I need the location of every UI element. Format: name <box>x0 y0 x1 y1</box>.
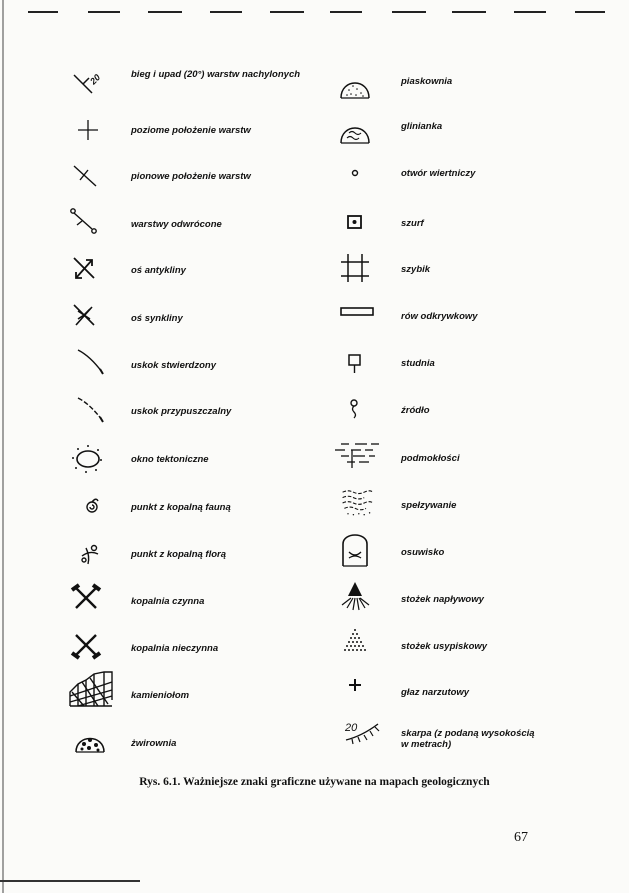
pit-shaft-icon <box>335 204 375 240</box>
binding-edge <box>2 0 4 893</box>
legend-label: warstwy odwrócone <box>131 219 222 230</box>
top-dash <box>452 11 486 13</box>
creep-icon <box>335 485 379 521</box>
trench-icon <box>335 297 379 333</box>
legend-label: spełzywanie <box>401 500 457 511</box>
top-dash <box>514 11 546 13</box>
legend-label: kopalnia nieczynna <box>131 643 219 654</box>
fossil-fauna-icon <box>72 489 112 525</box>
legend-label: poziome położenie warstw <box>131 125 251 136</box>
figure-caption: Rys. 6.1. Ważniejsze znaki graficzne używane na mapach geologicznych <box>139 776 490 788</box>
legend-label: punkt z kopalną florą <box>131 549 227 560</box>
legend-label: punkt z kopalną fauną <box>131 502 231 513</box>
legend-label: szurf <box>401 218 424 229</box>
active-mine-icon <box>66 580 106 616</box>
small-shaft-icon <box>335 250 375 286</box>
legend-label: oś synkliny <box>131 313 183 324</box>
well-icon <box>335 347 375 383</box>
legend-label: okno tektoniczne <box>131 454 209 465</box>
top-dash <box>210 11 242 13</box>
legend-label: kamieniołom <box>131 690 190 701</box>
dip-strike-icon <box>66 65 106 101</box>
dip-value: 20 <box>88 72 103 87</box>
legend-label: podmokłości <box>401 453 460 464</box>
page-number: 67 <box>514 830 528 845</box>
legend-label: żwirownia <box>131 738 177 749</box>
legend-label: stożek usypiskowy <box>401 641 488 652</box>
top-dash <box>88 11 120 13</box>
fossil-flora-icon <box>70 536 110 572</box>
top-dash <box>330 11 362 13</box>
clay-pit-icon <box>335 113 375 149</box>
inferred-fault-icon <box>70 390 110 426</box>
legend-label: uskok przypuszczalny <box>131 406 232 417</box>
legend-label: kopalnia czynna <box>131 596 205 607</box>
horizontal-strata-icon <box>68 112 108 148</box>
legend-label: otwór wiertniczy <box>401 168 476 179</box>
legend-label: głaz narzutowy <box>401 687 470 698</box>
legend-label: glinianka <box>401 121 443 132</box>
top-dash <box>392 11 426 13</box>
vertical-strata-icon <box>66 158 106 194</box>
escarpment-icon <box>340 714 384 750</box>
talus-cone-icon <box>335 624 375 660</box>
confirmed-fault-icon <box>70 342 110 378</box>
legend-label: osuwisko <box>401 547 445 558</box>
spring-icon <box>335 393 375 429</box>
top-dash <box>148 11 182 13</box>
inactive-mine-icon <box>66 627 106 663</box>
sand-pit-icon <box>335 68 375 104</box>
escarpment-height: 20 <box>345 722 358 734</box>
overturned-strata-icon <box>64 203 104 239</box>
tectonic-window-icon <box>68 441 108 477</box>
legend-label: bieg i upad (20°) warstw nachylonych <box>131 69 301 80</box>
anticline-axis-icon <box>64 250 104 286</box>
legend-label: skarpa (z podaną wysokością w metrach) <box>401 728 535 750</box>
legend-label: stożek napływowy <box>401 594 484 605</box>
top-dash <box>575 11 605 13</box>
legend-label: rów odkrywkowy <box>401 311 478 322</box>
bottom-rule <box>0 880 140 882</box>
legend-label: studnia <box>401 358 435 369</box>
borehole-icon <box>335 158 375 194</box>
syncline-axis-icon <box>64 297 104 333</box>
legend-label: oś antykliny <box>131 265 186 276</box>
top-dash <box>28 11 58 13</box>
legend-label: piaskownia <box>401 76 453 87</box>
erratic-boulder-icon <box>335 672 375 708</box>
wetland-icon <box>333 438 381 474</box>
legend-label: pionowe położenie warstw <box>131 171 251 182</box>
legend-label: źródło <box>401 405 430 416</box>
top-dash <box>270 11 304 13</box>
legend-label: szybik <box>401 264 431 275</box>
alluvial-fan-icon <box>335 578 375 614</box>
quarry-icon <box>68 670 114 710</box>
landslide-icon <box>335 530 375 574</box>
gravel-pit-icon <box>70 722 110 758</box>
legend-label: uskok stwierdzony <box>131 360 216 371</box>
